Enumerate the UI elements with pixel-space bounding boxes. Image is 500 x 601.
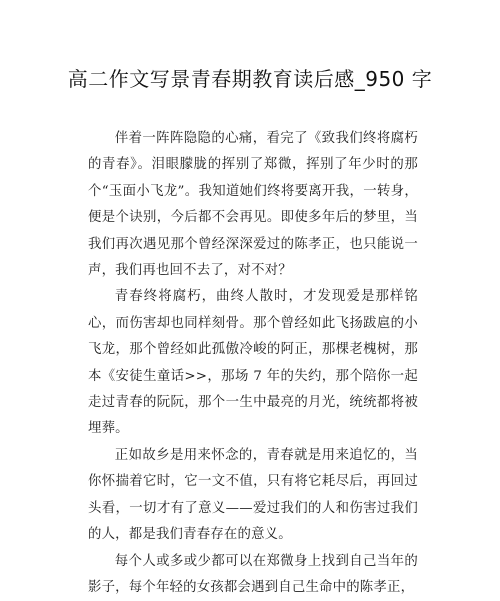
document-body xyxy=(88,126,418,601)
paragraph-2: 青春终将腐朽，曲终人散时，才发现爱是那样铭心，而伤害却也同样刻骨。那个曾经如此飞扬跋扈的小飞龙，那个曾经如此孤傲冷峻的阿正，那棵老槐树，那本《安徒生童话>>，那场 7 年的失约，那个陪你一起走过青春的阮阮，那个一生中最亮的月光，统统都将被埋葬。 xyxy=(88,284,418,442)
paragraph-4: 每个人或多或少都可以在郑微身上找到自己当年的影子，每个年轻的女孩都会遇到自己生命中的陈孝正， xyxy=(88,549,418,601)
paragraph-1: 伴着一阵阵隐隐的心痛，看完了《致我们终将腐朽的青春》。泪眼朦胧的挥别了郑微，挥别了年少时的那个“玉面小飞龙”。我知道她们终将要离开我，一转身，便是个诀别，今后都不会再见。即使多年后的梦里，当我们再次遇见那个曾经深深爱过的陈孝正，也只能说一声，我们再也回不去了，对不对？ xyxy=(88,126,418,284)
paragraph-3: 正如故乡是用来怀念的，青春就是用来追忆的，当你怀揣着它时，它一文不值，只有将它耗尽后，再回过头看，一切才有了意义——爱过我们的人和伤害过我们的人，都是我们青春存在的意义。 xyxy=(88,443,418,549)
document-title: 高二作文写景青春期教育读后感_950 字 xyxy=(0,64,500,94)
